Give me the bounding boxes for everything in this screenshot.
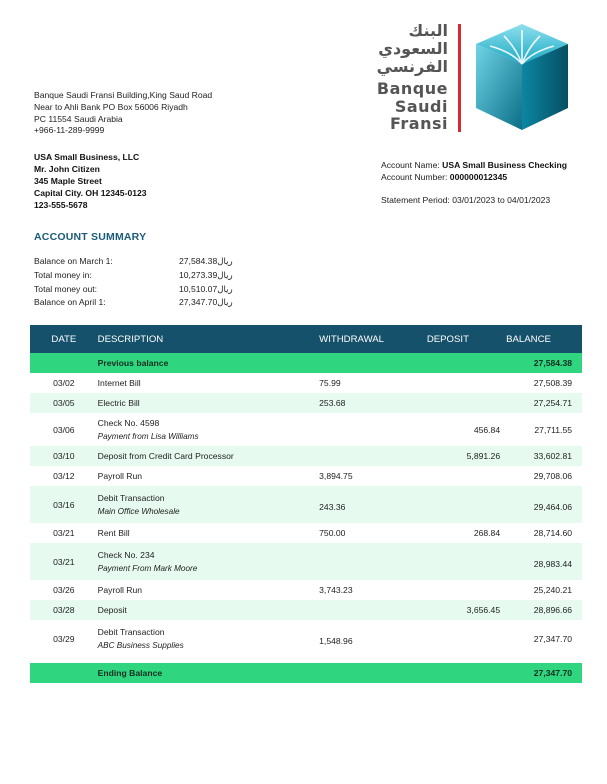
period-value: 03/01/2023 to 04/01/2023 bbox=[452, 195, 551, 205]
table-row bbox=[30, 620, 582, 657]
description-main: Debit Transaction bbox=[97, 493, 165, 503]
summary-title: ACCOUNT SUMMARY bbox=[34, 231, 147, 243]
cell-date: 03/21 bbox=[30, 523, 98, 543]
table-row bbox=[30, 413, 582, 446]
cell-balance: 33,602.81 bbox=[506, 446, 582, 466]
ending-balance-value: 27,347.70 bbox=[506, 663, 582, 683]
cell-withdrawal bbox=[319, 413, 427, 446]
cell-deposit bbox=[427, 393, 506, 413]
cell-date: 03/05 bbox=[30, 393, 98, 413]
address-line: Banque Saudi Fransi Building,King Saud Road bbox=[34, 90, 213, 100]
table-row bbox=[30, 543, 582, 580]
cell-balance: 27,254.71 bbox=[506, 393, 582, 413]
address-phone: +966-11-289-9999 bbox=[34, 125, 105, 136]
period-label: Statement Period: bbox=[381, 195, 450, 205]
cell-date: 03/28 bbox=[30, 600, 98, 620]
summary-row bbox=[34, 255, 239, 269]
description-main: Check No. 234 bbox=[97, 550, 155, 560]
cell-deposit bbox=[427, 373, 506, 393]
description-sub: Payment from Lisa Williams bbox=[97, 432, 199, 441]
account-number-label: Account Number: bbox=[381, 172, 448, 182]
address-line: PC 11554 Saudi Arabia bbox=[34, 113, 123, 124]
cell-date: 03/10 bbox=[30, 446, 98, 466]
description-main: Check No. 4598 bbox=[97, 418, 160, 428]
account-summary bbox=[34, 255, 239, 310]
cell-deposit: 3,656.45 bbox=[427, 600, 506, 620]
header-withdrawal: WITHDRAWAL bbox=[319, 325, 427, 353]
cell-balance: 27,711.55 bbox=[506, 413, 582, 446]
bank-logo-arabic bbox=[368, 22, 448, 76]
cell-balance: 28,714.60 bbox=[506, 523, 582, 543]
cell-withdrawal: 1,548.96 bbox=[319, 620, 427, 657]
address-line: Near to Ahli Bank PO Box 56006 Riyadh bbox=[34, 101, 188, 112]
cell-deposit bbox=[427, 620, 506, 657]
ending-balance-label: Ending Balance bbox=[98, 663, 320, 683]
cell-deposit bbox=[427, 486, 506, 523]
customer-name: Mr. John Citizen bbox=[34, 164, 100, 174]
previous-balance-label: Previous balance bbox=[98, 353, 320, 373]
account-info bbox=[381, 159, 567, 183]
cell-withdrawal: 253.68 bbox=[319, 393, 427, 413]
summary-value: 10,273.39ريال bbox=[179, 269, 233, 280]
account-name-label: Account Name: bbox=[381, 160, 440, 170]
table-header-row bbox=[30, 325, 582, 353]
cell-balance: 27,347.70 bbox=[506, 620, 582, 657]
table-row bbox=[30, 523, 582, 543]
cell-description: Electric Bill bbox=[98, 393, 320, 413]
logo-english-line: Banque bbox=[376, 79, 448, 98]
account-name-value: USA Small Business Checking bbox=[442, 160, 567, 170]
cell-balance: 29,464.06 bbox=[506, 486, 582, 523]
bank-logo-english bbox=[368, 80, 448, 133]
summary-value: 27,584.38ريال bbox=[179, 256, 233, 266]
cell-description bbox=[98, 620, 320, 657]
table-row bbox=[30, 446, 582, 466]
cell-description: Payroll Run bbox=[98, 580, 320, 600]
cell-deposit: 456.84 bbox=[427, 413, 506, 446]
cell-description: Deposit from Credit Card Processor bbox=[98, 446, 320, 466]
cell-description bbox=[98, 413, 320, 446]
logo-english-line: Saudi bbox=[394, 96, 448, 116]
summary-value: 27,347.70ريال bbox=[179, 297, 233, 308]
customer-company: USA Small Business, LLC bbox=[34, 152, 140, 162]
description-sub: Payment From Mark Moore bbox=[97, 564, 198, 573]
previous-balance-value: 27,584.38 bbox=[506, 353, 582, 373]
description-sub: Main Office Wholesale bbox=[97, 507, 180, 516]
table-row bbox=[30, 580, 582, 600]
bank-logo-mark-icon bbox=[472, 22, 572, 132]
table-row bbox=[30, 393, 582, 413]
summary-row bbox=[34, 269, 239, 283]
cell-withdrawal: 75.99 bbox=[319, 373, 427, 393]
header-balance: BALANCE bbox=[506, 325, 582, 353]
table-row bbox=[30, 373, 582, 393]
customer-phone: 123-555-5678 bbox=[34, 200, 88, 210]
cell-description bbox=[98, 486, 320, 523]
summary-label: Total money in: bbox=[34, 269, 92, 280]
summary-label: Balance on March 1: bbox=[34, 256, 113, 266]
logo-english-line: Fransi bbox=[390, 114, 448, 133]
cell-description: Rent Bill bbox=[98, 523, 320, 543]
ending-balance-row bbox=[30, 663, 582, 683]
bank-address bbox=[34, 90, 212, 137]
table-row bbox=[30, 486, 582, 523]
summary-value: 10,510.07ريال bbox=[179, 283, 233, 294]
cell-date: 03/29 bbox=[30, 620, 98, 657]
customer-city: Capital City. OH 12345-0123 bbox=[34, 188, 147, 198]
summary-label: Balance on April 1: bbox=[34, 297, 106, 308]
cell-withdrawal bbox=[319, 543, 427, 580]
statement-period bbox=[381, 195, 550, 205]
logo-arabic-line: السعودي bbox=[378, 39, 448, 58]
description-sub: ABC Business Supplies bbox=[97, 641, 184, 650]
header-date: DATE bbox=[30, 325, 98, 353]
cell-withdrawal bbox=[319, 600, 427, 620]
summary-label: Total money out: bbox=[34, 283, 98, 294]
cell-withdrawal: 243.36 bbox=[319, 486, 427, 523]
header-deposit: DEPOSIT bbox=[427, 325, 506, 353]
cell-date: 03/21 bbox=[30, 543, 98, 580]
cell-withdrawal bbox=[319, 446, 427, 466]
table-row bbox=[30, 466, 582, 486]
customer-street: 345 Maple Street bbox=[34, 176, 102, 186]
logo-arabic-line: البنك bbox=[408, 21, 448, 40]
cell-withdrawal: 750.00 bbox=[319, 523, 427, 543]
previous-balance-row bbox=[30, 353, 582, 373]
cell-withdrawal: 3,743.23 bbox=[319, 580, 427, 600]
cell-description: Deposit bbox=[98, 600, 320, 620]
cell-deposit: 5,891.26 bbox=[427, 446, 506, 466]
cell-date: 03/16 bbox=[30, 486, 98, 523]
cell-deposit bbox=[427, 466, 506, 486]
cell-description: Internet Bill bbox=[98, 373, 320, 393]
summary-row bbox=[34, 296, 239, 310]
summary-row bbox=[34, 283, 239, 297]
cell-date: 03/26 bbox=[30, 580, 98, 600]
cell-description: Payroll Run bbox=[98, 466, 320, 486]
table-row bbox=[30, 600, 582, 620]
cell-withdrawal: 3,894.75 bbox=[319, 466, 427, 486]
cell-deposit: 268.84 bbox=[427, 523, 506, 543]
cell-balance: 27,508.39 bbox=[506, 373, 582, 393]
description-main: Debit Transaction bbox=[97, 627, 165, 637]
cell-date: 03/12 bbox=[30, 466, 98, 486]
transactions-table bbox=[30, 325, 582, 683]
logo-divider bbox=[458, 24, 461, 132]
customer-address bbox=[34, 151, 147, 211]
header-description: DESCRIPTION bbox=[98, 325, 320, 353]
account-number-value: 000000012345 bbox=[449, 172, 508, 182]
cell-description bbox=[98, 543, 320, 580]
logo-arabic-line: الفرنسي bbox=[376, 57, 448, 76]
cell-balance: 29,708.06 bbox=[506, 466, 582, 486]
cell-balance: 25,240.21 bbox=[506, 580, 582, 600]
cell-deposit bbox=[427, 543, 506, 580]
cell-date: 03/06 bbox=[30, 413, 98, 446]
cell-balance: 28,896.66 bbox=[506, 600, 582, 620]
cell-date: 03/02 bbox=[30, 373, 98, 393]
cell-balance: 28,983.44 bbox=[506, 543, 582, 580]
cell-deposit bbox=[427, 580, 506, 600]
